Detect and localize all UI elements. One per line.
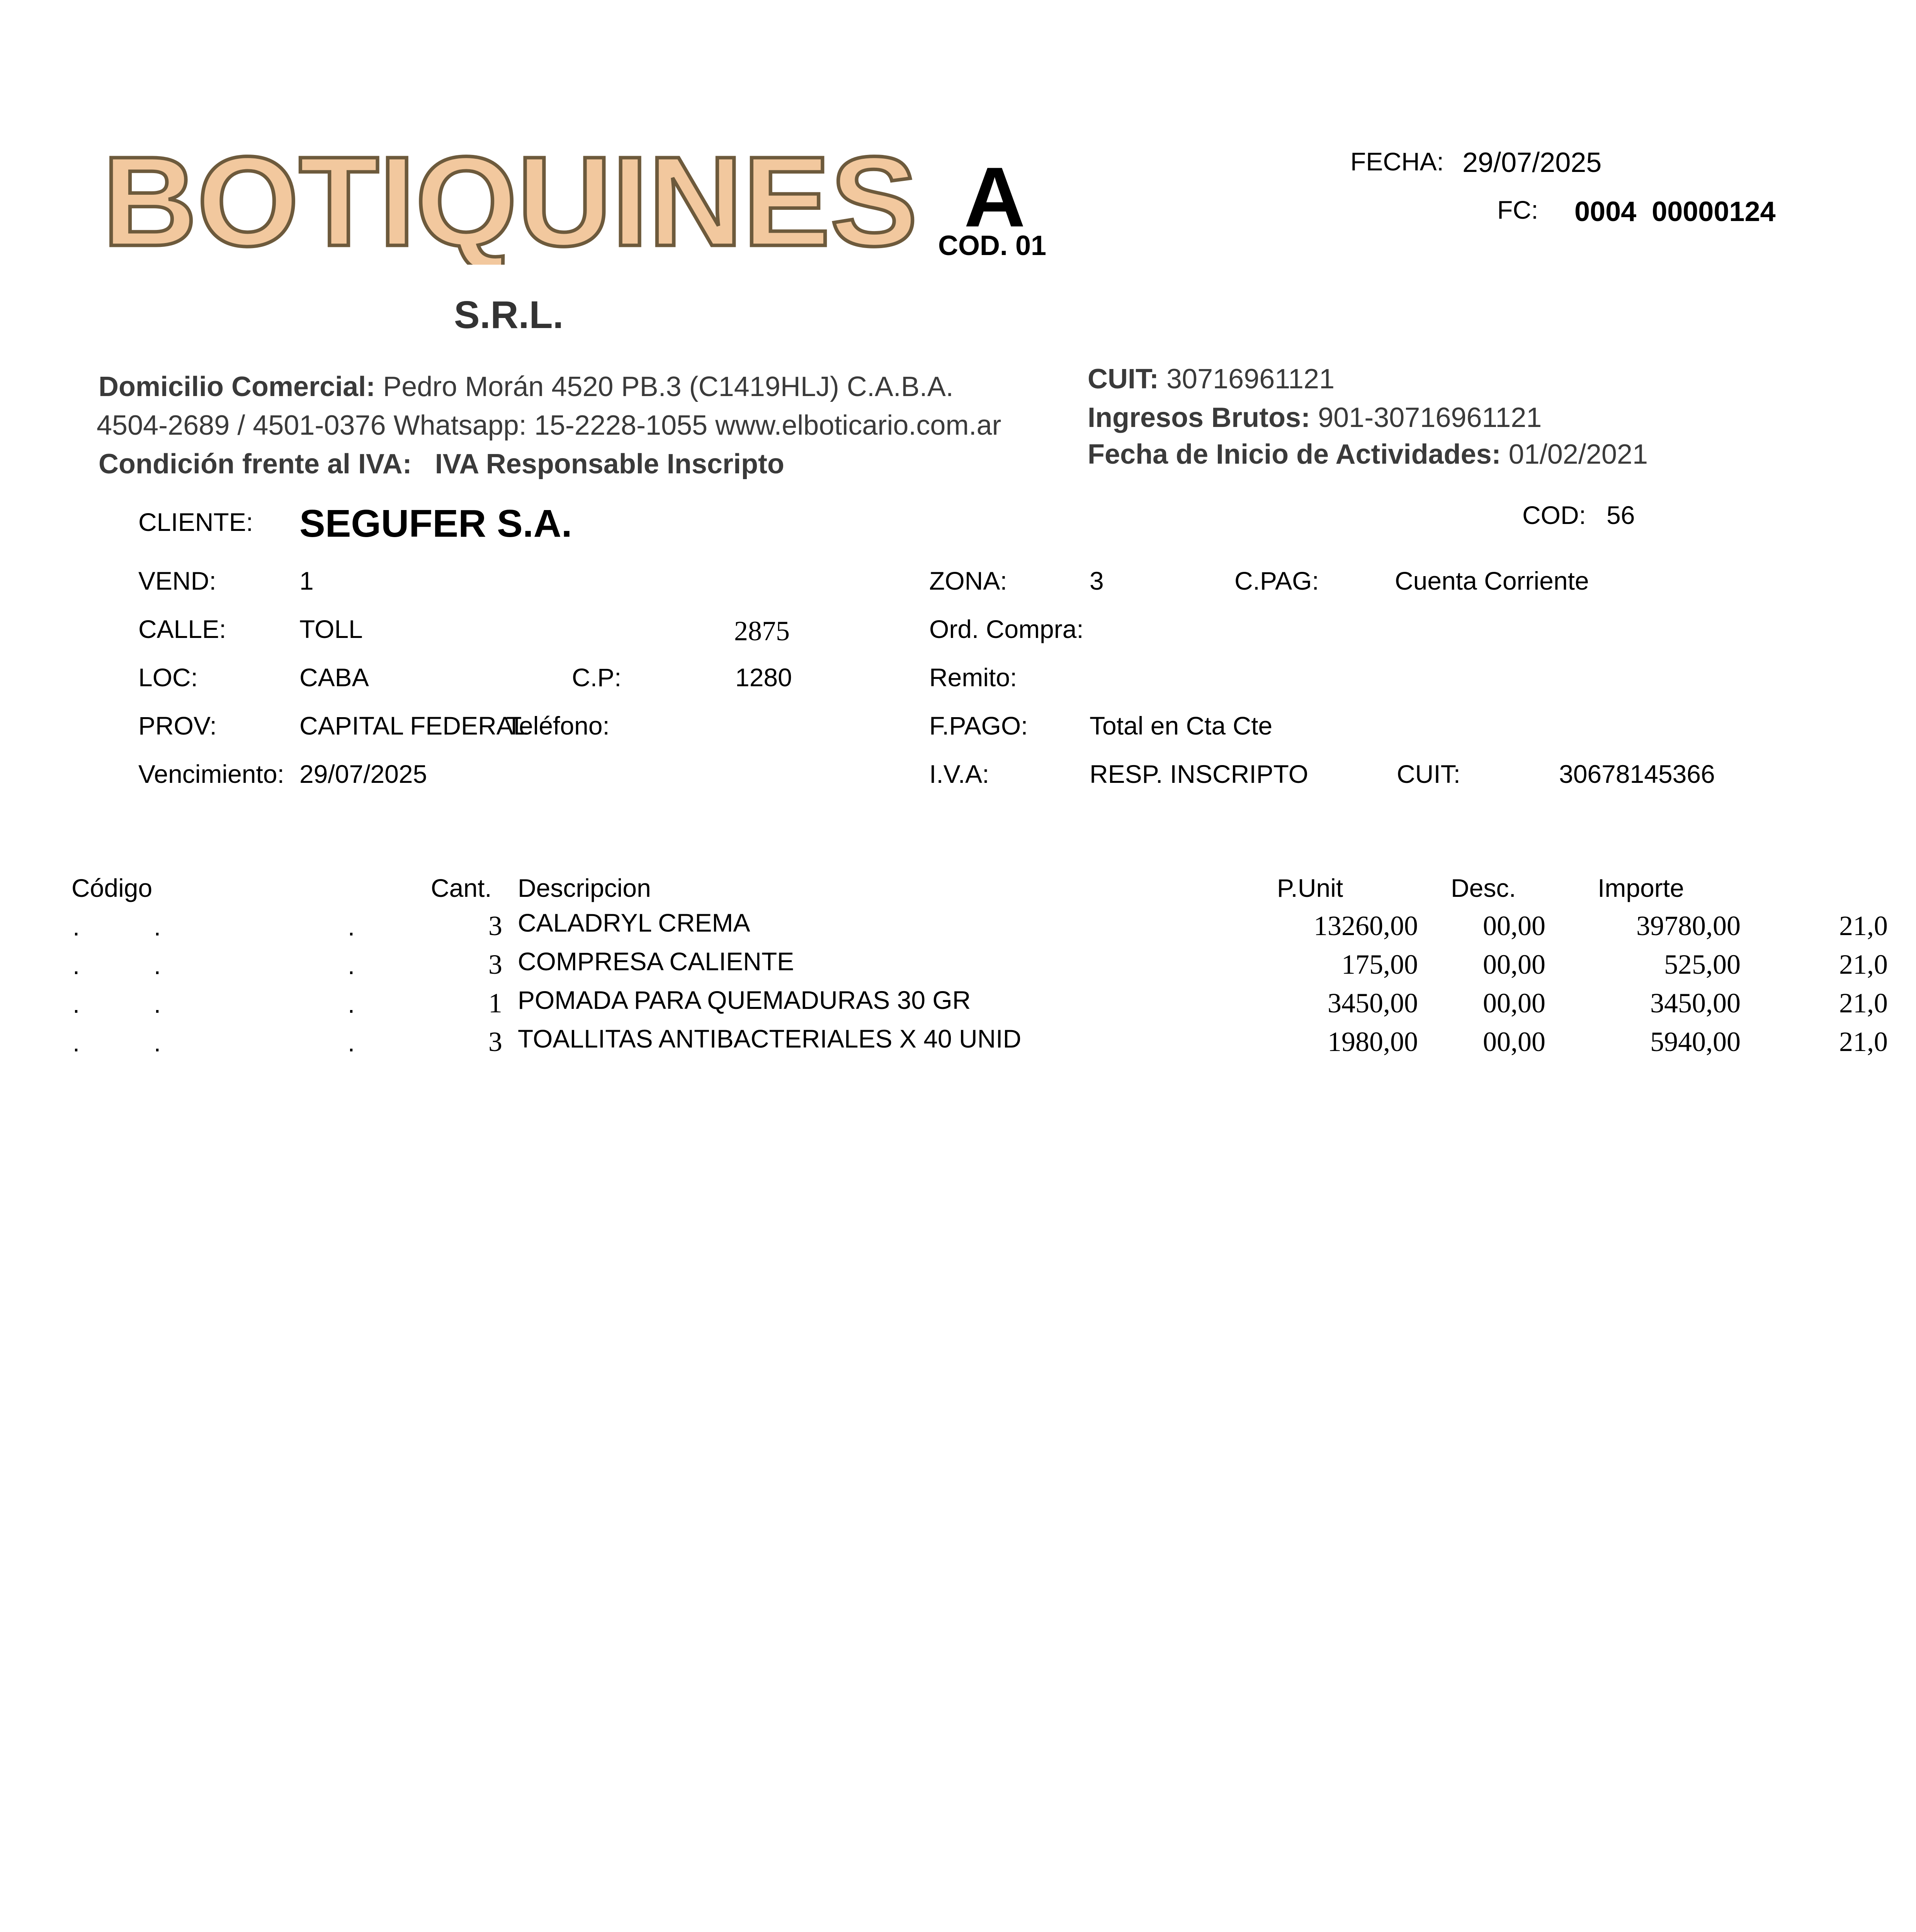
client-cuit-value: 30678145366	[1559, 760, 1715, 788]
code-dot: .	[154, 951, 161, 980]
zona-label: ZONA:	[929, 566, 1007, 595]
cpag-value: Cuenta Corriente	[1395, 566, 1589, 595]
item-importe: 5940,00	[1650, 1026, 1741, 1057]
company-iibb-line	[1088, 404, 1542, 432]
calle-label: CALLE:	[138, 615, 226, 643]
zona-value: 3	[1090, 566, 1104, 595]
iibb-value: 901-30716961121	[1318, 402, 1542, 433]
company-logo	[99, 149, 925, 265]
fecha-value: 29/07/2025	[1462, 147, 1602, 178]
item-desc: 00,00	[1483, 988, 1545, 1019]
item-descripcion: COMPRESA CALIENTE	[518, 947, 794, 976]
client-iva-label: I.V.A:	[929, 760, 989, 788]
vend-value: 1	[299, 566, 314, 595]
company-cuit-value: 30716961121	[1166, 364, 1335, 395]
col-punit-header: P.Unit	[1277, 874, 1343, 902]
company-iva-line	[99, 450, 784, 478]
item-desc: 00,00	[1483, 1026, 1545, 1057]
item-punit: 1980,00	[1328, 1026, 1418, 1057]
invoice-code: COD. 01	[938, 230, 1047, 261]
cpag-label: C.PAG:	[1234, 566, 1319, 595]
cliente-label: CLIENTE:	[138, 508, 253, 536]
company-cuit-label: CUIT:	[1088, 364, 1159, 395]
item-iva: 21,0	[1839, 1026, 1888, 1057]
cliente-value: SEGUFER S.A.	[299, 502, 572, 545]
cp-label: C.P:	[572, 663, 622, 692]
cp-value: 1280	[735, 663, 792, 692]
item-punit: 3450,00	[1328, 988, 1418, 1019]
remito-label: Remito:	[929, 663, 1017, 692]
venc-value: 29/07/2025	[299, 760, 427, 788]
fpago-label: F.PAGO:	[929, 711, 1028, 740]
item-importe: 39780,00	[1636, 910, 1741, 941]
item-punit: 13260,00	[1314, 910, 1418, 941]
col-descripcion-header: Descripcion	[518, 874, 651, 902]
loc-label: LOC:	[138, 663, 198, 692]
item-descripcion: POMADA PARA QUEMADURAS 30 GR	[518, 986, 971, 1014]
company-iva-value: IVA Responsable Inscripto	[435, 449, 784, 480]
fc-label: FC:	[1497, 196, 1539, 224]
code-dot: .	[348, 951, 355, 980]
item-iva: 21,0	[1839, 988, 1888, 1019]
company-phones: 4504-2689 / 4501-0376 Whatsapp: 15-2228-1055 www.elboticario.com.ar	[97, 410, 1001, 441]
start-value: 01/02/2021	[1508, 439, 1648, 470]
company-start-line	[1088, 440, 1648, 468]
invoice-letter: A	[964, 150, 1025, 245]
iibb-label: Ingresos Brutos:	[1088, 402, 1311, 433]
item-iva: 21,0	[1839, 910, 1888, 941]
loc-value: CABA	[299, 663, 369, 692]
prov-value: CAPITAL FEDERAL	[299, 711, 528, 740]
code-dot: .	[348, 990, 355, 1018]
item-desc: 00,00	[1483, 949, 1545, 980]
cod-value: 56	[1607, 501, 1635, 529]
code-dot: .	[73, 990, 80, 1018]
company-iva-label: Condición frente al IVA:	[99, 449, 412, 480]
brand-name: BOTIQUINES	[102, 149, 918, 265]
item-cant: 3	[488, 1026, 502, 1057]
item-descripcion: CALADRYL CREMA	[518, 908, 750, 937]
code-dot: .	[154, 912, 161, 941]
calle-value: TOLL	[299, 615, 363, 643]
address-label: Domicilio Comercial:	[99, 371, 376, 402]
prov-label: PROV:	[138, 711, 217, 740]
start-label: Fecha de Inicio de Actividades:	[1088, 439, 1501, 470]
item-cant: 3	[488, 910, 502, 941]
venc-label: Vencimiento:	[138, 760, 284, 788]
item-importe: 525,00	[1664, 949, 1741, 980]
ordcompra-label: Ord. Compra:	[929, 615, 1084, 643]
col-importe-header: Importe	[1598, 874, 1684, 902]
address-value: Pedro Morán 4520 PB.3 (C1419HLJ) C.A.B.A.	[383, 371, 954, 402]
col-cant-header: Cant.	[431, 874, 492, 902]
code-dot: .	[154, 990, 161, 1018]
client-iva-value: RESP. INSCRIPTO	[1090, 760, 1309, 788]
col-codigo-header: Código	[71, 874, 153, 902]
code-dot: .	[348, 912, 355, 941]
fecha-label: FECHA:	[1350, 147, 1444, 176]
calle-number: 2875	[734, 616, 790, 646]
fc-value: 0004 00000124	[1574, 196, 1776, 227]
item-iva: 21,0	[1839, 949, 1888, 980]
code-dot: .	[73, 912, 80, 941]
item-descripcion: TOALLITAS ANTIBACTERIALES X 40 UNID	[518, 1024, 1022, 1053]
vend-label: VEND:	[138, 566, 216, 595]
client-cuit-label: CUIT:	[1397, 760, 1460, 788]
code-dot: .	[154, 1028, 161, 1057]
company-address-line	[99, 373, 954, 401]
code-dot: .	[73, 951, 80, 980]
fpago-value: Total en Cta Cte	[1090, 711, 1273, 740]
brand-wordmark	[99, 149, 925, 265]
item-cant: 1	[488, 988, 502, 1019]
company-suffix: S.R.L.	[454, 293, 564, 337]
code-dot: .	[348, 1028, 355, 1057]
item-punit: 175,00	[1341, 949, 1418, 980]
item-desc: 00,00	[1483, 910, 1545, 941]
telefono-label: Teléfono:	[506, 711, 610, 740]
company-cuit-line	[1088, 365, 1335, 393]
code-dot: .	[73, 1028, 80, 1057]
cod-label: COD:	[1522, 501, 1586, 529]
item-cant: 3	[488, 949, 502, 980]
item-importe: 3450,00	[1650, 988, 1741, 1019]
col-desc-header: Desc.	[1451, 874, 1516, 902]
